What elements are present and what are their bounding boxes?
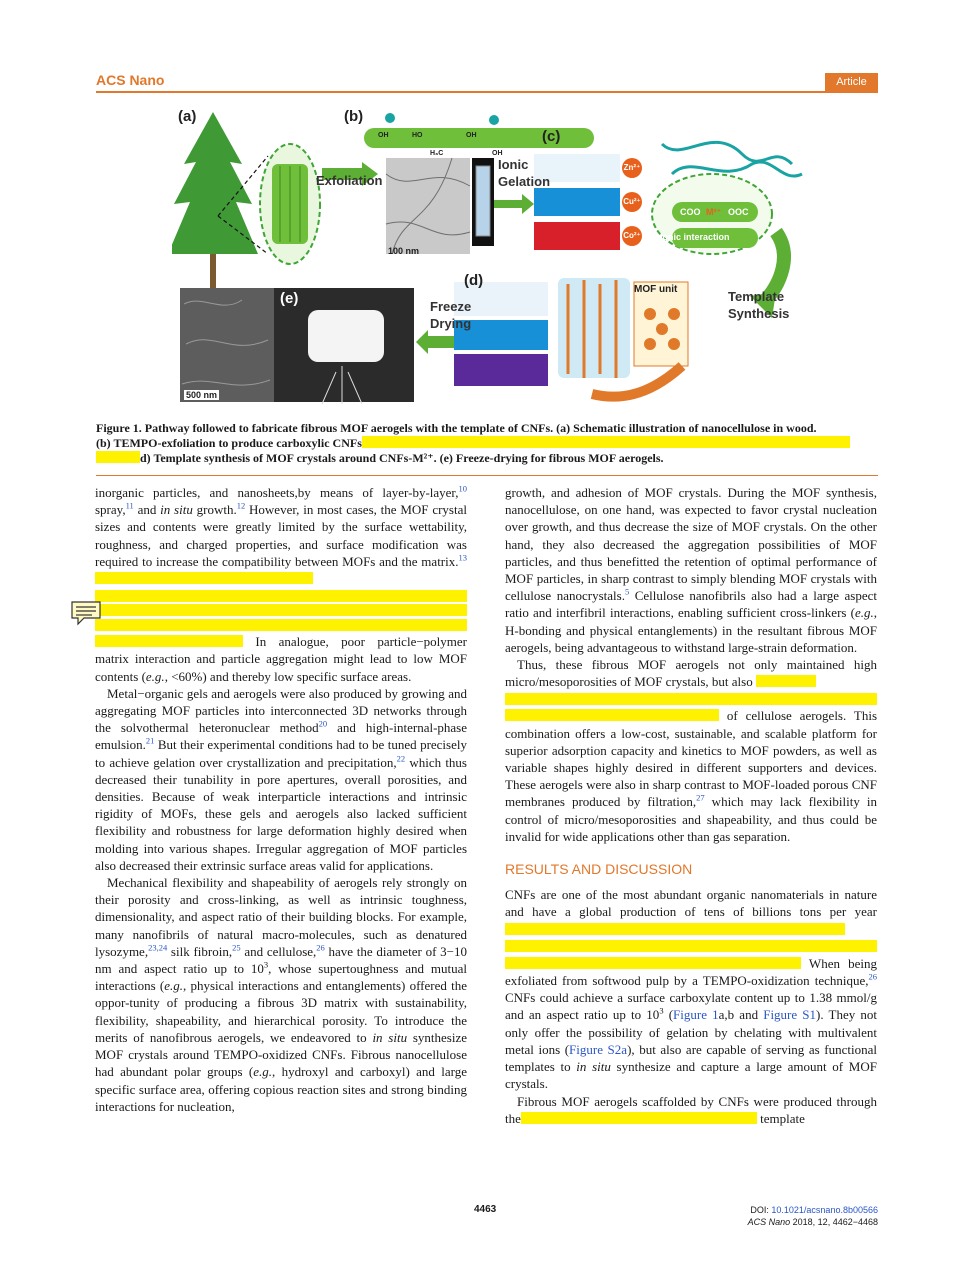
text: , hydroxyl and carboxyl) and large specific surface area, offering copious reaction sites and strong binding interactions for nucleation,	[95, 1064, 467, 1114]
caption-rule	[96, 475, 878, 476]
network-strand-1	[662, 142, 792, 164]
text: growth.	[192, 502, 237, 518]
footer-doi	[748, 1204, 878, 1228]
molecule-label-5: OH	[492, 150, 503, 157]
highlight	[95, 572, 313, 584]
label-exfoliation: Exfoliation	[316, 173, 383, 188]
highlight-bar	[95, 590, 467, 602]
left-paragraph-3	[95, 874, 467, 1115]
caption-line-3-wrap	[96, 451, 878, 466]
text-italic: e.g.	[854, 605, 874, 621]
arrow-freeze	[416, 330, 454, 354]
molecule-label-4: H₃C	[430, 150, 444, 157]
text: Thus, these fibrous MOF aerogels not only maintained high micro/mesoporosities of MOF crystals, but also	[505, 657, 877, 690]
ion-zn: Zn²⁺	[622, 158, 642, 178]
panel-label-a: (a)	[178, 108, 197, 125]
left-column	[95, 484, 467, 1115]
journal-name: ACS Nano	[96, 72, 165, 88]
citation-20[interactable]: 20	[318, 718, 328, 729]
highlight	[505, 709, 719, 721]
label-coo-right: OOC	[728, 207, 749, 217]
text: and	[133, 502, 161, 518]
text: , physical interactions and entanglements) offered the oppor-tunity of producing a fibrous 3D matrix with sustainability, flexibility, shapeability, and hierarchical porosity. To introduce the merits of nanofibrous aerogels, we endeavored to	[95, 978, 467, 1045]
panel-label-c: (c)	[542, 128, 561, 145]
right-paragraph-2	[505, 656, 877, 845]
label-metal-ion: M²⁺	[706, 207, 722, 217]
figure-caption	[96, 421, 878, 466]
footer-citation: 2018, 12, 4462−4468	[790, 1217, 878, 1227]
mof-node-1	[644, 308, 656, 320]
figure-s2a-link[interactable]: Figure S2a	[569, 1041, 628, 1057]
mof-node-5	[656, 323, 668, 335]
text: , H-bonding and physical entanglements) in the resultant fibrous MOF aerogels, being advantageous to withstand large-strain deformation.	[505, 605, 877, 655]
label-ionic-gelation: Ionic Gelation	[498, 157, 551, 189]
text: of cellulose aerogels. This combination offers a low-cost, sustainable, and scalable platform for superior adsorption capacity and kinetics to MOF powders, as well as variable shapes highly desired in different supporters and devices. These aerogels were also in sharp contrast to MOF-loaded porous CNF membranes produced by filtration,	[505, 708, 877, 810]
right-paragraph-1	[505, 484, 877, 656]
label-ionic-interaction: Ionic interaction	[660, 232, 730, 242]
text: growth, and adhesion of MOF crystals. During the MOF synthesis, nanocellulose, on one hand, was expected to favor crystal nucleation over growth, and thus decrease the size of MOF crystals. On the other hand, they also decreased the aggregation possibilities of MOF particles, and thus benefitted the retention of optimal performance of MOF particles, in sharp contrast to simply blending MOF crystals with cellulose nanocrystals.	[505, 485, 877, 604]
citation-22[interactable]: 22	[396, 753, 406, 764]
superscript: 3	[263, 959, 269, 970]
text: Mechanical flexibility and shapeability of aerogels rely strongly on their porosity and cross-linking, as well as intrinsic toughness, dimensionality, and aspect ratio of their building blocks. For example, many nanofibrils of natural macro-molecules, such as denatured lysozyme,	[95, 875, 467, 959]
citation-line	[748, 1216, 878, 1228]
label-mof-unit: MOF unit	[634, 284, 678, 295]
ion-co: Co²⁺	[622, 226, 642, 246]
footer-journal: ACS Nano	[747, 1217, 791, 1227]
citation-25[interactable]: 25	[232, 942, 241, 953]
highlight-bar	[95, 604, 467, 616]
highlight	[756, 675, 816, 687]
scale-bar-b: 100 nm	[388, 246, 420, 256]
text-italic: in situ	[576, 1059, 611, 1075]
caption-highlight-1	[362, 436, 850, 448]
text: synthesize MOF crystals around TEMPO-oxidized CNFs. Fibrous nanocellulose had abundant polar groups (	[95, 1029, 467, 1080]
citation-10[interactable]: 10	[458, 483, 467, 494]
text: In analogue, poor particle−polymer matrix interaction and particle aggregation might lead to low MOF contents (	[95, 634, 467, 684]
article-type-badge: Article	[825, 73, 878, 91]
text: ), but also are capable of serving as functional templates to	[505, 1041, 877, 1075]
molecule-label-2: HO	[412, 132, 423, 139]
text: Cellulose nanofibrils also had a large aspect ratio and interfibril interactions, enabling sufficient cross-linkers (	[505, 588, 878, 621]
carboxyl-group-2	[489, 115, 499, 125]
scale-bar-e: 500 nm	[186, 390, 218, 400]
highlight-bar	[95, 619, 467, 631]
text-italic: e.g.	[253, 1064, 272, 1080]
label-freeze-drying: Freeze Drying	[430, 299, 472, 331]
caption-highlight-2	[96, 451, 140, 463]
network-strand-2	[672, 162, 802, 176]
text: , whose supertoughness and mutual interactions (	[95, 961, 467, 994]
citation-27[interactable]: 27	[696, 793, 705, 804]
text: (	[663, 1007, 674, 1023]
aerogel-co	[454, 354, 548, 386]
section-title-results: RESULTS AND DISCUSSION	[505, 861, 693, 878]
text-italic: e.g.	[145, 668, 165, 684]
highlight	[505, 957, 801, 969]
left-paragraph-2	[95, 685, 467, 874]
citation-21[interactable]: 21	[145, 736, 155, 747]
header-rule	[96, 91, 878, 93]
text: silk fibroin,	[167, 943, 233, 959]
mof-node-4	[668, 338, 680, 350]
caption-line-1: Figure 1. Pathway followed to fabricate fibrous MOF aerogels with the template of CNFs. (a) Schematic illustration of nanocellulose in wood.	[96, 421, 817, 435]
text: and high-internal-phase emulsion.	[95, 720, 468, 753]
text: Metal−organic gels and aerogels were also produced by growing and aggregating MOF particles into interconnected 3D networks through the solvothermal heteronuclear method	[95, 685, 467, 736]
text: CNFs are one of the most abundant organic nanomaterials in nature and have a global production of tens of billions tons per year	[505, 887, 877, 920]
panel-label-b: (b)	[344, 108, 364, 125]
citation-11[interactable]: 11	[125, 500, 134, 511]
text: which thus decreased their tunability in pore apertures, overall porosities, and densities. Because of weak interparticle interactions and intrinsic rigidity of MOFs, these gels and aerogels also lacked sufficient flexibility and robustness for large deformation highly desired when molding into various shapes. Irregular aggregation of MOF particles also decreased their extrinsic surface areas valid for applications.	[95, 754, 467, 873]
doi-line	[748, 1204, 878, 1216]
text: Fibrous MOF aerogels scaffolded by CNFs were produced through the	[505, 1093, 877, 1126]
highlight-bar	[505, 940, 877, 952]
label-coo-left: COO	[680, 207, 701, 217]
vial	[476, 166, 490, 236]
text: spray,	[95, 502, 126, 518]
text: template	[760, 1110, 805, 1126]
text: which may lack flexibility in control of micro/mesoporosities and shapeability, and thus could be invalid for wide applications other than gas separation.	[505, 794, 878, 844]
ion-cu: Cu²⁺	[622, 192, 642, 212]
citation-13[interactable]: 13	[458, 552, 467, 563]
text: , <60%) and thereby low specific surface areas.	[164, 668, 412, 684]
text: synthesize and capture a large amount of MOF crystals.	[505, 1059, 877, 1092]
molecule-label-1: OH	[378, 132, 389, 139]
mof-node-2	[668, 308, 680, 320]
citation-26-right[interactable]: 26	[868, 971, 877, 982]
text: a,b and	[718, 1007, 764, 1023]
text: When being exfoliated from softwood pulp by a TEMPO-oxidization technique,	[505, 955, 877, 989]
arrow-gelation	[494, 194, 534, 214]
text: have the diameter of 3−10 nm and aspect ratio up to 10	[95, 943, 467, 977]
text-italic: in situ	[372, 1029, 408, 1045]
page-number: 4463	[474, 1204, 497, 1215]
right-column	[505, 484, 877, 1127]
highlight-bar	[505, 693, 877, 705]
text: CNFs could achieve a surface carboxylate content up to 1.38 mmol/g and an aspect ratio up to 10	[505, 990, 877, 1023]
text: However, in most cases, the MOF crystal sizes and contents were greatly limited by the surface wettability, roughness, and charged properties, and surface modification was required to increase the compatibility between MOFs and the matrix.	[95, 502, 467, 569]
doi-link[interactable]: 10.1021/acsnano.8b00566	[771, 1205, 878, 1215]
figure-1	[172, 104, 812, 416]
panel-label-e: (e)	[280, 290, 299, 307]
caption-line-3: d) Template synthesis of MOF crystals around CNFs-M²⁺. (e) Freeze-drying for fibrous MOF aerogels.	[140, 451, 664, 465]
text: inorganic particles, and nanosheets,by means of layer-by-layer,	[95, 485, 459, 500]
label-template-synthesis: Template Synthesis	[728, 289, 790, 321]
mof-node-3	[644, 338, 656, 350]
caption-line-2-wrap	[96, 436, 878, 451]
citation-12[interactable]: 12	[236, 500, 246, 511]
citation-23-24[interactable]: 23,24	[148, 942, 168, 953]
aerogel-block	[308, 310, 384, 362]
citation-5[interactable]: 5	[624, 586, 630, 597]
highlight	[521, 1112, 757, 1124]
molecule-label-3: OH	[466, 132, 477, 139]
left-paragraph-1	[95, 484, 467, 685]
text-italic: e.g.	[164, 978, 183, 994]
comment-note-icon[interactable]	[70, 600, 102, 626]
right-paragraph-3	[505, 886, 877, 1092]
gel-co	[534, 222, 620, 250]
figure-1-link[interactable]: Figure 1	[673, 1007, 719, 1023]
doi-label: DOI:	[750, 1205, 772, 1215]
highlight	[505, 923, 845, 935]
text: ). They not only offer the possibility of gelation by chelating with multivalent metal ions (	[505, 1007, 877, 1057]
panel-label-d: (d)	[464, 272, 484, 289]
text: and cellulose,	[240, 943, 317, 959]
highlight	[95, 635, 243, 647]
superscript: 3	[659, 1006, 664, 1017]
figure-s1-link[interactable]: Figure S1	[763, 1007, 817, 1023]
citation-26[interactable]: 26	[316, 942, 325, 953]
right-paragraph-4	[505, 1093, 877, 1127]
text-italic: in situ	[160, 502, 193, 518]
text: But their experimental conditions had to be tuned precisely to achieve gelation over crystallization and precipitation,	[95, 737, 467, 770]
carboxyl-group-1	[385, 113, 395, 123]
caption-line-2: (b) TEMPO-exfoliation to produce carboxylic CNFs	[96, 436, 362, 450]
gel-cu	[534, 188, 620, 216]
